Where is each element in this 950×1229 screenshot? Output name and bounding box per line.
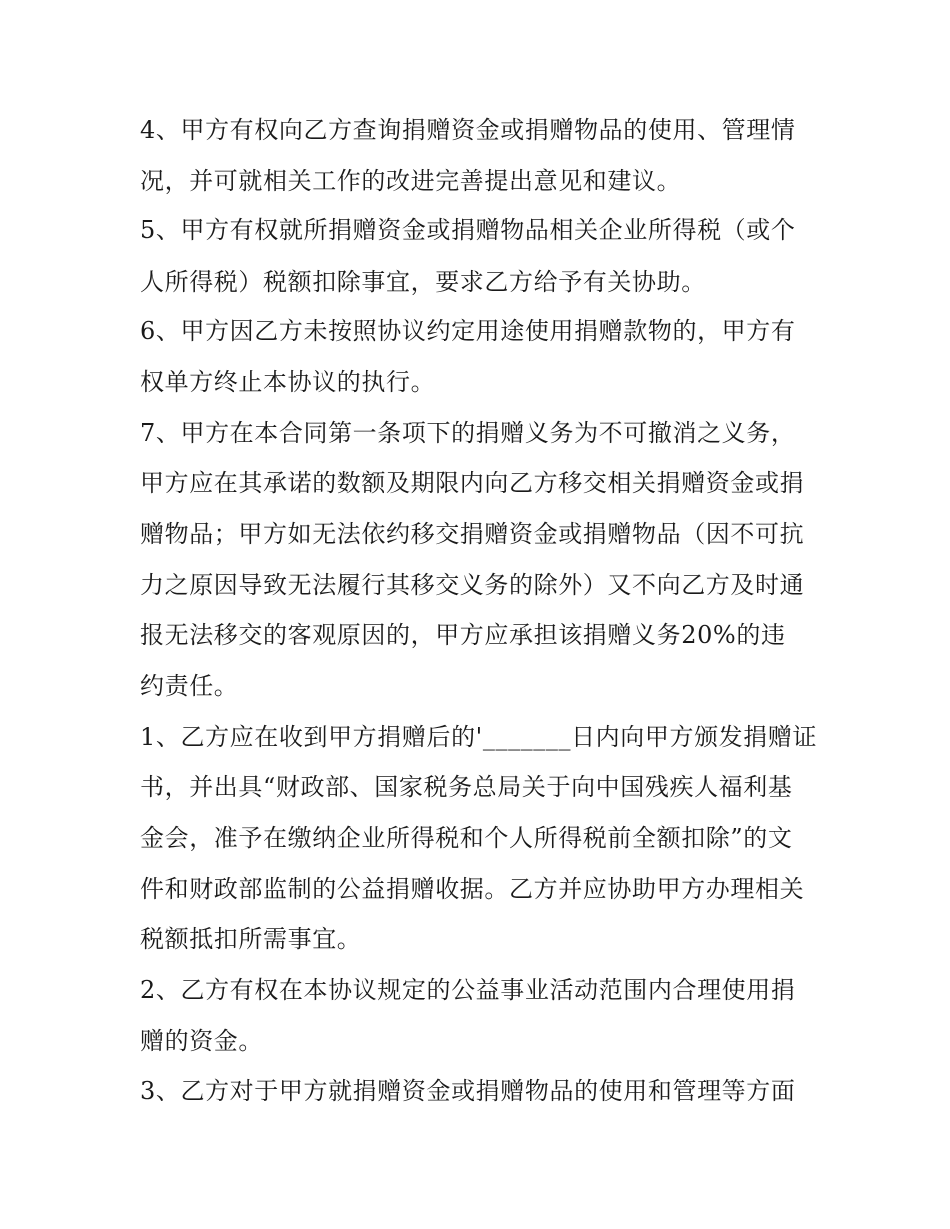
text-line: 书，并出具“财政部、国家税务总局关于向中国残疾人福利基 xyxy=(140,773,793,801)
text-line: 约责任。 xyxy=(140,672,239,700)
text-line: 2、乙方有权在本协议规定的公益事业活动范围内合理使用捐 xyxy=(140,976,796,1004)
text-line: 件和财政部监制的公益捐赠收据。乙方并应协助甲方办理相关 xyxy=(140,875,805,903)
text-line: 7、甲方在本合同第一条项下的捐赠义务为不可撤消之义务， xyxy=(140,419,796,447)
text-line: 况，并可就相关工作的改进完善提出意见和建议。 xyxy=(140,167,682,195)
text-line: 赠的资金。 xyxy=(140,1027,263,1055)
text-line: 税额抵扣所需事宜。 xyxy=(140,925,362,953)
text-line: 1、乙方应在收到甲方捐赠后的'_______日内向甲方颁发捐赠证 xyxy=(140,723,818,751)
text-line: 5、甲方有权就所捐赠资金或捐赠物品相关企业所得税（或个 xyxy=(140,216,796,244)
text-line: 报无法移交的客观原因的，甲方应承担该捐赠义务20%的违 xyxy=(140,621,786,649)
text-line: 权单方终止本协议的执行。 xyxy=(140,368,436,396)
text-line: 力之原因导致无法履行其移交义务的除外）又不向乙方及时通 xyxy=(140,571,805,599)
text-line: 4、甲方有权向乙方查询捐赠资金或捐赠物品的使用、管理情 xyxy=(140,116,796,144)
text-line: 6、甲方因乙方未按照协议约定用途使用捐赠款物的，甲方有 xyxy=(140,317,796,345)
text-line: 甲方应在其承诺的数额及期限内向乙方移交相关捐赠资金或捐 xyxy=(140,469,805,497)
text-line: 人所得税）税额扣除事宜，要求乙方给予有关协助。 xyxy=(140,268,706,296)
text-line: 赠物品；甲方如无法依约移交捐赠资金或捐赠物品（因不可抗 xyxy=(140,520,805,548)
text-line: 金会，准予在缴纳企业所得税和个人所得税前全额扣除”的文 xyxy=(140,824,793,852)
text-line: 3、乙方对于甲方就捐赠资金或捐赠物品的使用和管理等方面 xyxy=(140,1077,796,1105)
